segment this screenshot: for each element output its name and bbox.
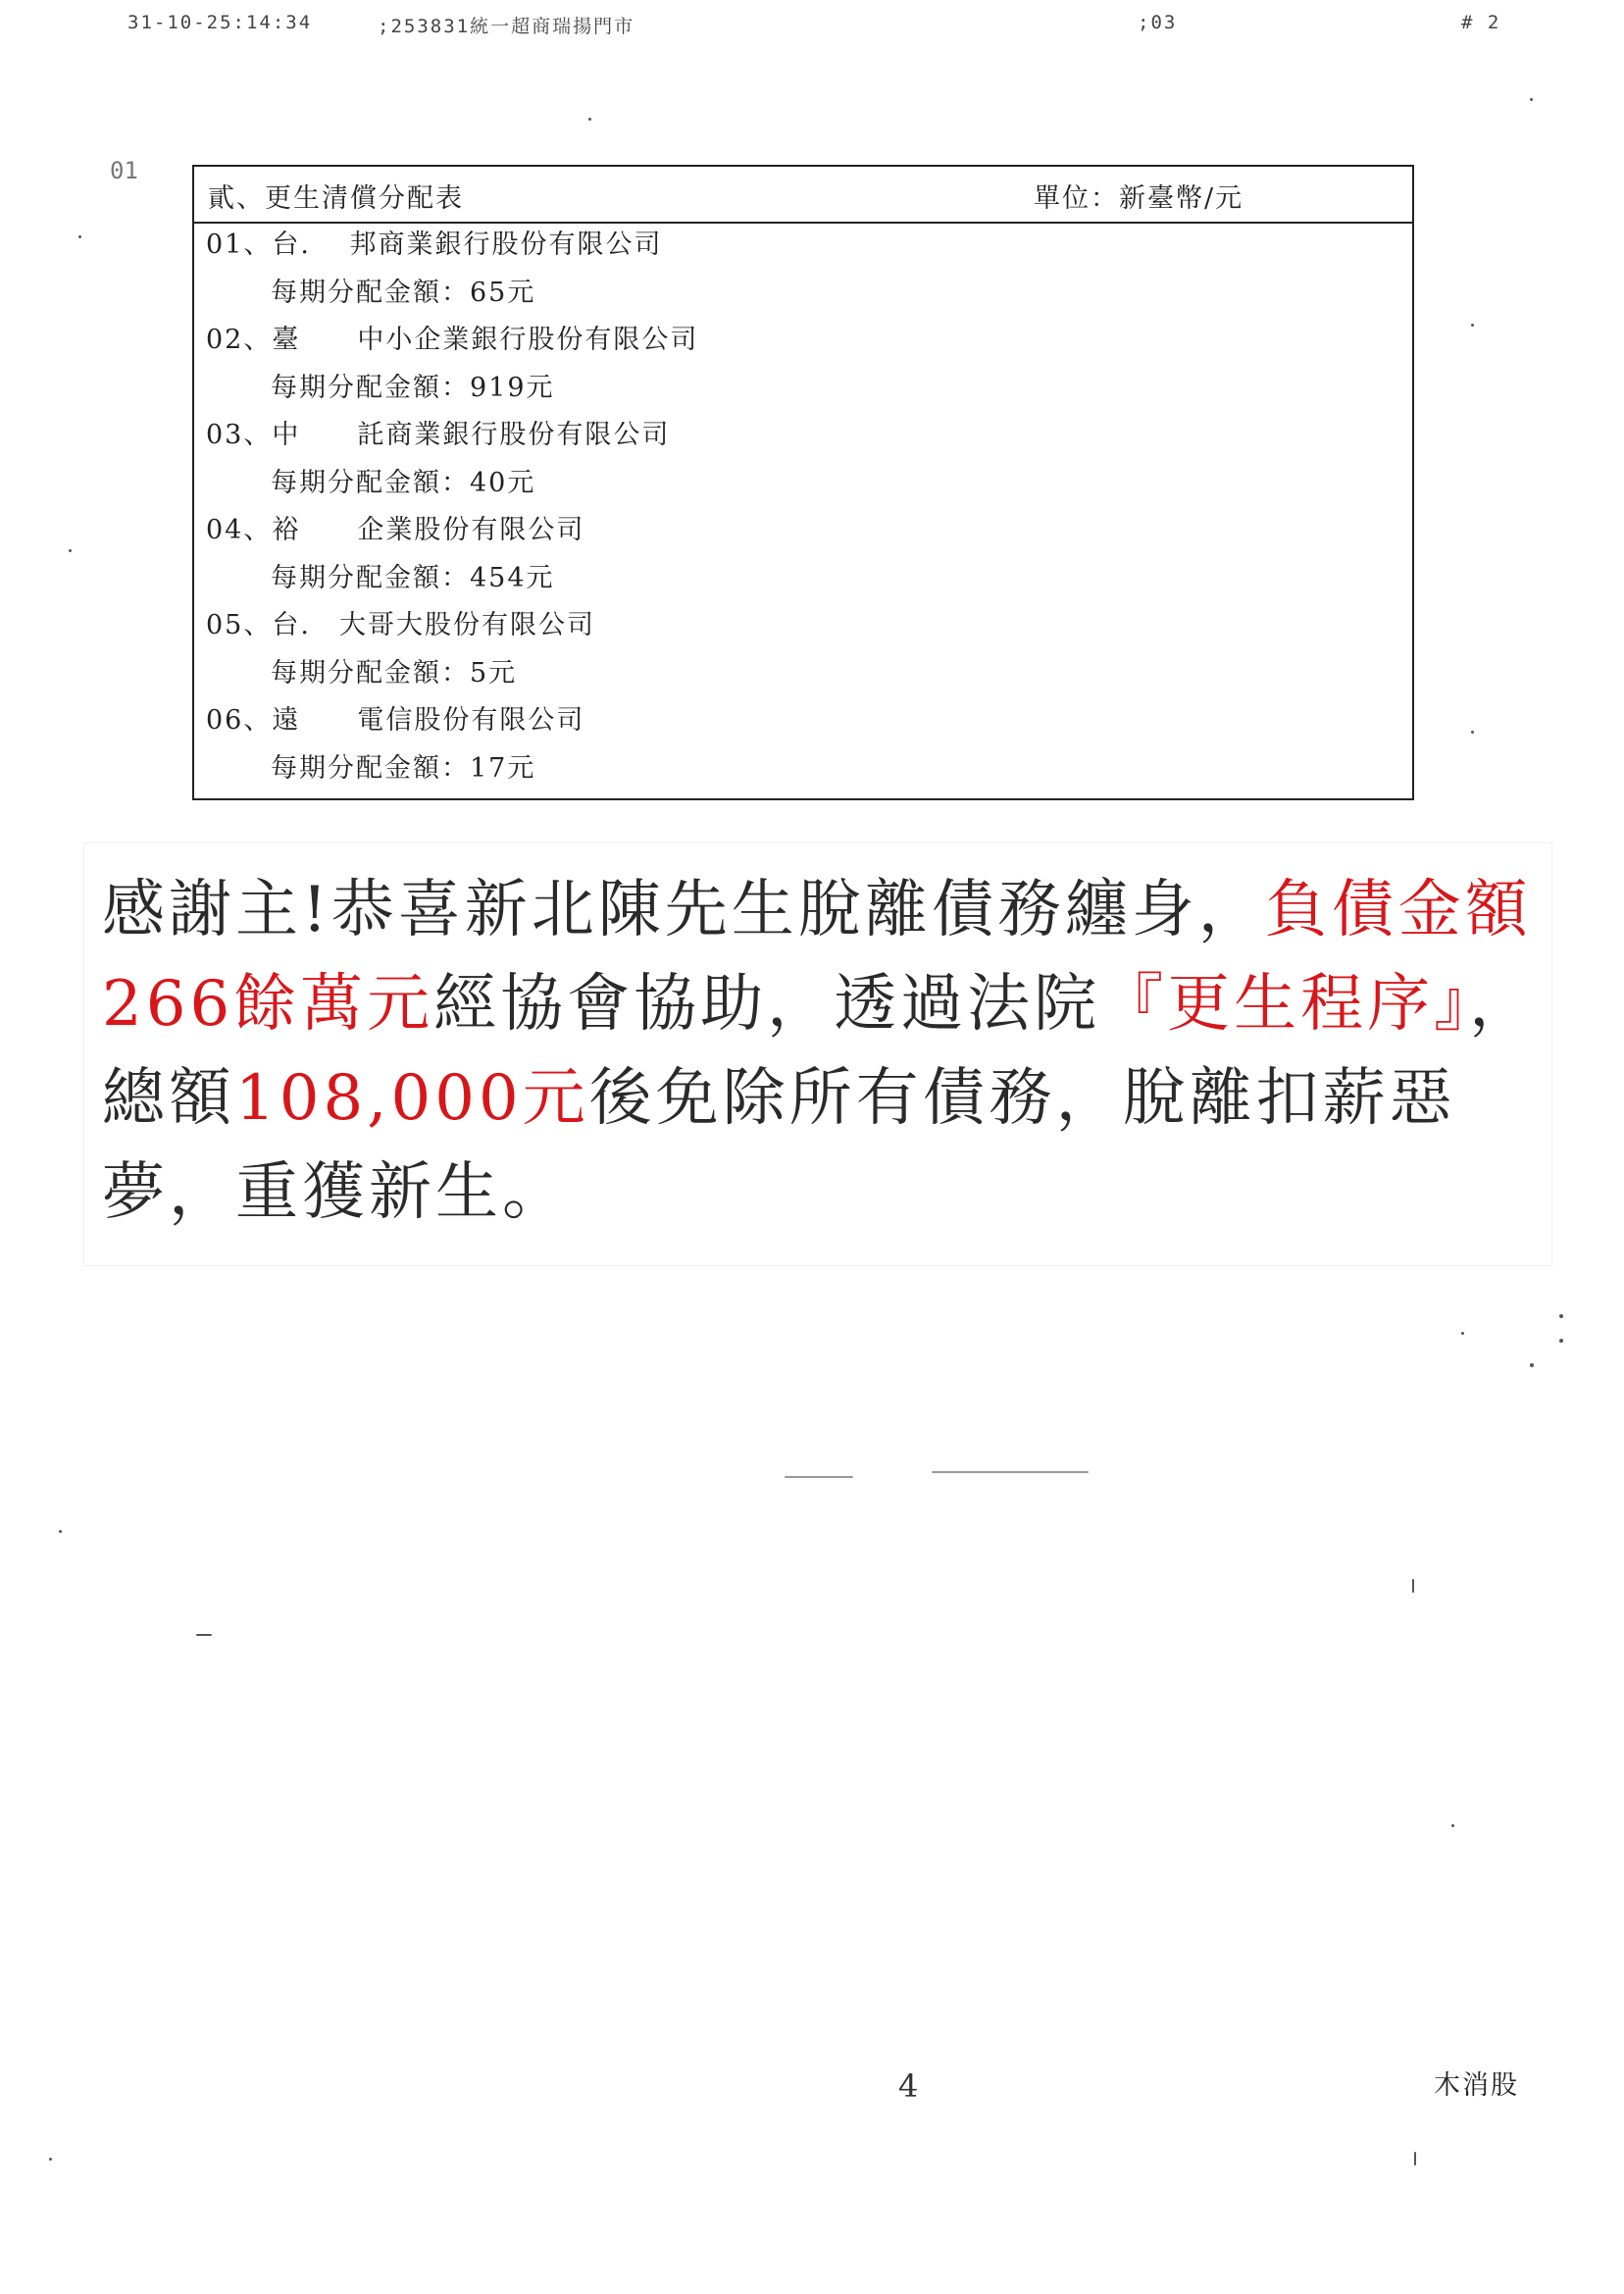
creditor-amount: 每期分配金額：454元: [271, 563, 555, 593]
creditor-name: 03、中 託商業銀行股份有限公司: [206, 420, 671, 450]
scan-speck: [1412, 1579, 1414, 1593]
table-unit: 單位：新臺幣/元: [1034, 183, 1244, 214]
notice-procedure: 『更生程序』: [1100, 968, 1470, 1041]
scan-speck: [49, 2158, 52, 2161]
notice-text-part: 感謝主!恭喜新北陳先生脫離債務纏身，: [102, 874, 1265, 946]
notice-text: [102, 863, 1553, 1240]
creditor-entry: [206, 412, 670, 507]
creditor-amount: 每期分配金額：5元: [271, 658, 518, 688]
creditor-amount: 每期分配金額：40元: [271, 468, 536, 498]
table-header: [194, 167, 1412, 224]
creditor-entry: [206, 697, 584, 792]
scan-speck: [932, 1471, 1089, 1473]
creditor-amount: 每期分配金額：17元: [271, 753, 536, 784]
fax-header: [0, 10, 1624, 39]
scan-speck: [1530, 98, 1533, 101]
fax-sender: ;253831統一超商瑞揚門市: [378, 16, 635, 37]
creditor-name: 04、裕 企業股份有限公司: [206, 515, 585, 545]
scan-speck: [1559, 1339, 1563, 1343]
scan-speck: [1471, 324, 1474, 327]
scan-speck: [1451, 1824, 1454, 1827]
scan-speck: [785, 1476, 853, 1478]
notice-debt-amount: 負債金額266餘萬元: [102, 874, 1532, 1041]
notice-total-amount: 108,000元: [235, 1062, 589, 1135]
scan-speck: [1559, 1314, 1563, 1318]
distribution-table: [192, 165, 1414, 800]
table-title: 貳、更生清償分配表: [208, 183, 464, 214]
scan-speck: [59, 1530, 62, 1533]
line-number: 01: [110, 157, 138, 184]
fax-time: 31-10-25:14:34: [127, 12, 313, 33]
creditor-entry: [206, 602, 595, 697]
notice-text-part: ，總額: [102, 968, 1537, 1135]
scan-speck: [69, 549, 72, 552]
scan-speck: [1471, 731, 1474, 734]
congratulation-notice: [84, 843, 1551, 1265]
notice-text-part: 經協會協助，透過法院: [433, 968, 1101, 1041]
stamp-text: 木消股: [1434, 2070, 1519, 2101]
creditor-name: 02、臺 中小企業銀行股份有限公司: [206, 325, 699, 355]
fax-sequence: # 2: [1461, 12, 1501, 33]
creditor-name: 05、台. 大哥大股份有限公司: [206, 610, 595, 640]
creditor-amount: 每期分配金額：65元: [271, 278, 536, 308]
scan-speck: [588, 118, 591, 121]
fax-page: ;03: [1138, 12, 1178, 33]
scan-speck: [196, 1634, 212, 1636]
scan-speck: [1414, 2152, 1416, 2166]
page-number: 4: [898, 2067, 919, 2105]
scan-speck: [1461, 1332, 1464, 1335]
notice-text-part: 後免除所有債務，脫離扣薪惡夢，重獲新生。: [102, 1062, 1456, 1229]
creditor-entry: [206, 222, 663, 317]
scan-speck: [1530, 1363, 1534, 1367]
creditor-entry: [206, 317, 698, 412]
creditor-amount: 每期分配金額：919元: [271, 373, 555, 403]
creditor-name: 06、遠 電信股份有限公司: [206, 705, 585, 736]
scan-speck: [78, 235, 81, 238]
creditor-entry: [206, 507, 584, 602]
creditor-name: 01、台. 邦商業銀行股份有限公司: [206, 229, 663, 260]
